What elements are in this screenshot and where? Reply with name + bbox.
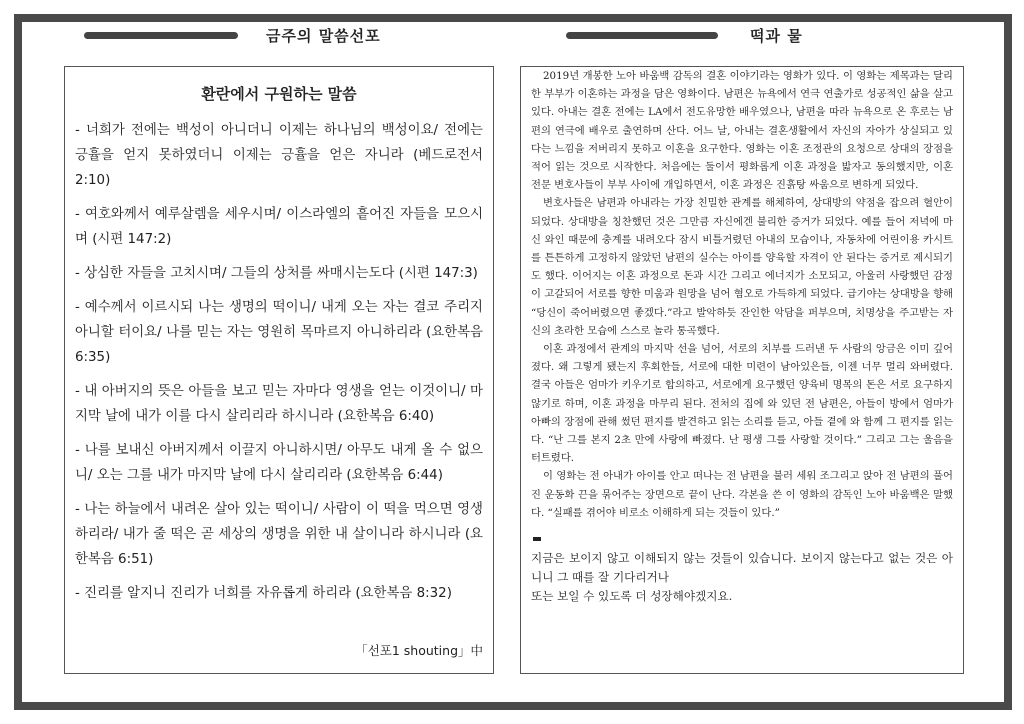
header-bar <box>84 32 238 39</box>
review-paragraph: 이혼 과정에서 관계의 마지막 선을 넘어, 서로의 치부를 드러낸 두 사람의 앙금은 이미 깊어졌다. 왜 그렇게 됐는지 후회한들, 서로에 대한 미련이 남아있은들, 이젠 너무 멀리 와버렸다. 결국 아들은 엄마가 키우기로 합의하고, 서로에게 요구했던 양육비 명목의 돈은 서로 요구하지 않기로 하며, 이혼 과정을 마무리 된다. 전처의 집에 와 있던 전 남편은, 아들이 방에서 엄마가 아빠의 장점에 관해 썼던 편지를 발견하고 읽는 소리를 듣고, 아들 곁에 와 함께 그 편지를 읽는다. “난 그를 본지 2초 만에 사랑에 빠졌다. 난 평생 그를 사랑할 것이다.” 그리고 그는 울음을 터트렸다. <box>531 343 953 465</box>
verse-item: - 나를 보내신 아버지께서 이끌지 아니하시면/ 아무도 내게 올 수 없으니/ 오는 그를 내가 마지막 날에 다시 살리리라 (요한복음 6:44) <box>75 443 483 483</box>
section-marker <box>533 537 541 541</box>
verses-box <box>64 66 494 674</box>
verse-item: - 내 아버지의 뜻은 아들을 보고 믿는 자마다 영생을 얻는 이것이니/ 마지막 날에 내가 이를 다시 살리리라 하시니라 (요한복음 6:40) <box>75 384 483 424</box>
verse-item: - 예수께서 이르시되 나는 생명의 떡이니/ 내게 오는 자는 결코 주리지 아니할 터이요/ 나를 믿는 자는 영원히 목마르지 아니하리라 (요한복음 6:35) <box>75 300 483 365</box>
review-paragraph: 변호사들은 남편과 아내라는 가장 친밀한 관계를 해체하여, 상대방의 약점을 잡으려 혈안이 되었다. 상대방을 칭찬했던 것은 그만큼 자신에겐 불리한 증거가 되었다. 예를 들어 저녁에 마신 와인 때문에 충계를 내려오다 잠시 비틀거렸던 아내의 모습이나, 자동차에 어린이용 카시트를 튼튼하게 고정하지 않았던 남편의 실수는 아이를 양육할 자격이 안 된다는 증거로 제시되기도 했다. 이어지는 이혼 과정으로 돈과 시간 그리고 에너지가 소모되고, 아울러 사랑했던 감정이 고갈되어 서로를 향한 미움과 원망을 넘어 혐오로 가득하게 되었다. 급기야는 상대방을 향해 “당신이 죽어버렸으면 좋겠다.”라고 발악하듯 잔인한 악담을 퍼부으며, 치명상을 주고받는 자신의 초라한 모습에 스스로 놀라 통곡했다. <box>531 197 953 337</box>
verse-item: - 진리를 알지니 진리가 너희를 자유롭게 하리라 (요한복음 8:32) <box>75 586 452 601</box>
review-paragraph: 2019년 개봉한 노아 바움백 감독의 결혼 이야기라는 영화가 있다. 이 영화는 제목과는 달리 한 부부가 이혼하는 과정을 담은 영화이다. 남편은 뉴욕에서 연극 연출가로 성공적인 삶을 살고 있다. 아내는 결혼 전에는 LA에서 전도유망한 배우였으나, 남편을 따라 뉴욕으로 온 후로는 남편의 연극에 배우로 출연하며 산다. 어느 날, 아내는 결혼생활에서 자신의 자아가 상실되고 있다는 느낌을 저버리지 못하고 이혼을 요구한다. 영화는 이혼 조정관의 요청으로 상대의 장점을 적어 읽는 것으로 시작한다. 처음에는 둘이서 평화롭게 이혼 과정을 밟자고 동의했지만, 이혼 전문 변호사들이 부부 사이에 개입하면서, 이혼 과정은 진흙탕 싸움으로 변하게 되었다. <box>531 70 953 192</box>
header-bar <box>566 32 718 39</box>
verses-title: 환란에서 구원하는 말씀 <box>201 85 357 103</box>
verse-item: - 여호와께서 예루살렘을 세우시며/ 이스라엘의 흩어진 자들을 모으시며 (시편 147:2) <box>75 207 483 247</box>
closing-line: 지금은 보이지 않고 이해되지 않는 것들이 있습니다. 보이지 않는다고 없는 것은 아니니 그 때를 잘 기다리거나 <box>531 551 953 585</box>
verse-item: - 나는 하늘에서 내려온 살아 있는 떡이니/ 사람이 이 떡을 먹으면 영생하리라/ 내가 줄 떡은 곧 세상의 생명을 위한 내 살이니라 하시니라 (요한복음 6:51) <box>75 502 483 567</box>
review-box <box>520 66 964 674</box>
right-section-title: 떡과 물 <box>750 26 803 45</box>
right-header <box>566 24 866 46</box>
left-section-title: 금주의 말씀선포 <box>266 26 381 45</box>
review-paragraph: 이 영화는 전 아내가 아이를 안고 떠나는 전 남편을 불러 세워 조그리고 앉아 전 남편의 풀어진 운동화 끈을 묶어주는 장면으로 끝이 난다. 각본을 쓴 이 영화의 감독인 노아 바움백은 말했다. “실패를 겪어야 비로소 이해하게 되는 것들이 있다.” <box>531 470 953 519</box>
verses-source: 「선포1 shouting」中 <box>355 643 483 658</box>
closing-line: 또는 보일 수 있도록 더 성장해야겠지요. <box>531 589 733 604</box>
verse-item: - 너희가 전에는 백성이 아니더니 이제는 하나님의 백성이요/ 전에는 긍휼을 얻지 못하였더니 이제는 긍휼을 얻은 자니라 (베드로전서 2:10) <box>75 123 483 188</box>
verse-item: - 상심한 자들을 고치시며/ 그들의 상처를 싸매시는도다 (시편 147:3) <box>75 266 478 281</box>
left-header <box>84 24 414 46</box>
